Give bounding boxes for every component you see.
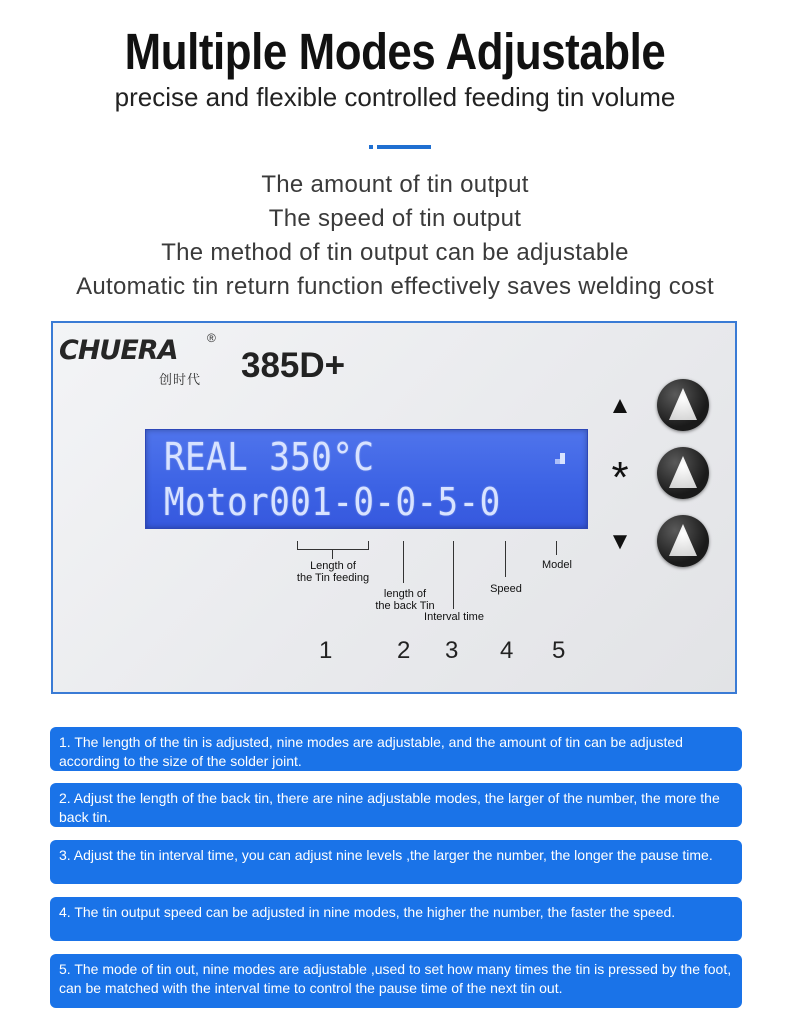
- down-arrow-icon: ▼: [608, 528, 632, 555]
- lcd-line-temperature: REAL 350°C: [164, 435, 375, 479]
- lcd-line-motor: Motor001-0-0-5-0: [164, 480, 501, 524]
- feature-item: The method of tin output can be adjustable: [161, 239, 629, 266]
- feature-item: The speed of tin output: [268, 205, 522, 232]
- up-button[interactable]: [657, 379, 709, 431]
- model-name: 385D+: [241, 346, 346, 385]
- lcd-display: [145, 429, 588, 529]
- asterisk-icon: *: [611, 453, 629, 502]
- note-item: 2. Adjust the length of the back tin, there are nine adjustable modes, the larger of the number, the more the back tin.: [50, 783, 742, 827]
- key-up-row: [605, 379, 715, 433]
- position-number: 3: [445, 637, 459, 664]
- position-number: 2: [397, 637, 411, 664]
- annotation-line: [403, 541, 404, 583]
- feature-item: Automatic tin return function effectively saves welding cost: [76, 273, 714, 300]
- down-button[interactable]: [657, 515, 709, 567]
- feature-list: [0, 168, 790, 304]
- annotation-length-feeding: Length of the Tin feeding: [296, 560, 370, 584]
- brand-logo-text: CHUERA: [59, 335, 178, 366]
- annotation-model: Model: [542, 559, 572, 571]
- divider: [369, 145, 431, 149]
- note-item: 1. The length of the tin is adjusted, nine modes are adjustable, and the amount of tin can be adjusted according to the size of the solder joint.: [50, 727, 742, 771]
- annotation-interval-time: Interval time: [424, 611, 484, 623]
- annotation-length-back: length of the back Tin: [375, 588, 435, 612]
- controller-panel: [51, 321, 737, 694]
- brand-logo: [59, 331, 219, 397]
- note-item: 3. Adjust the tin interval time, you can adjust nine levels ,the larger the number, the longer the pause time.: [50, 840, 742, 884]
- brand-chinese-name: 创时代: [159, 372, 202, 387]
- lcd-signal-icon: [553, 452, 565, 464]
- annotation-line: [556, 541, 557, 555]
- set-button[interactable]: [657, 447, 709, 499]
- annotation-line: [505, 541, 506, 577]
- divider-bar: [377, 145, 431, 149]
- position-number: 5: [552, 637, 566, 664]
- feature-item: The amount of tin output: [261, 171, 529, 198]
- page-title: Multiple Modes Adjustable: [124, 23, 666, 80]
- annotation-line: [332, 549, 333, 559]
- page-subtitle: precise and flexible controlled feeding tin volume: [114, 82, 676, 112]
- registered-mark: ®: [207, 331, 216, 345]
- annotation-speed: Speed: [490, 583, 522, 595]
- position-number: 4: [500, 637, 514, 664]
- key-down-row: [605, 515, 715, 569]
- up-arrow-icon: ▲: [608, 392, 632, 419]
- position-number: 1: [319, 637, 333, 664]
- note-item: 4. The tin output speed can be adjusted in nine modes, the higher the number, the faster the speed.: [50, 897, 742, 941]
- annotation-line: [453, 541, 454, 609]
- note-item: 5. The mode of tin out, nine modes are adjustable ,used to set how many times the tin is pressed by the foot, can be matched with the interval time to control the pause time of the next tin out.: [50, 954, 742, 1008]
- key-set-row: [605, 447, 715, 501]
- divider-dot: [369, 145, 373, 149]
- annotation-bracket: [297, 541, 369, 550]
